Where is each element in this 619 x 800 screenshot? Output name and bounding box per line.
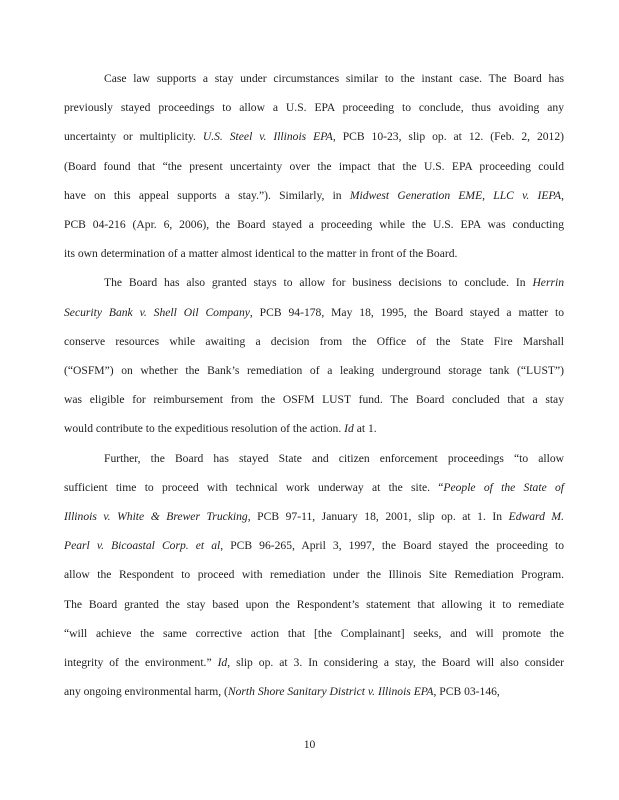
text-run: , PCB 96-265, April 3, 1997, the Board stayed the proceeding to [220,539,564,553]
text-line [64,473,564,502]
text-line [64,122,564,151]
text-line [64,648,564,677]
text-run: uncertainty or multiplicity. [64,130,203,144]
body-text [64,64,564,706]
text-run: , [561,188,564,202]
text-line [64,327,564,356]
text-run: , slip op. at 3. In considering a stay, the Board will also consider [227,656,564,670]
text-run: , PCB 10-23, slip op. at 12. (Feb. 2, 2012) [332,130,565,144]
text-run: was eligible for reimbursement from the OSFM LUST fund. The Board concluded that a stay [64,393,564,407]
case-citation: U.S. Steel v. Illinois EPA [202,130,333,144]
text-run: The Board granted the stay based upon the Respondent’s statement that allowing it to remediate [64,597,564,611]
text-run: , PCB 97-11, January 18, 2001, slip op. at 1. In [247,510,509,524]
text-run: The Board has also granted stays to allow for business decisions to conclude. In [104,276,533,290]
text-run: allow the Respondent to proceed with remediation under the Illinois Site Remediation Program. [64,568,564,582]
text-line [64,152,564,181]
text-line [64,385,564,414]
text-run: Further, the Board has stayed State and citizen enforcement proceedings “to allow [104,451,564,465]
case-citation: North Shore Sanitary District v. Illinois EPA [227,685,434,699]
text-run: integrity of the environment.” [64,656,218,670]
text-line [64,298,564,327]
text-run: , PCB 03-146, [433,685,500,699]
text-run: its own determination of a matter almost identical to the matter in front of the Board. [64,247,458,261]
text-run: previously stayed proceedings to allow a U.S. EPA proceeding to conclude, thus avoiding any [64,101,564,115]
case-citation: Herrin [532,276,564,290]
case-citation: Edward M. [508,510,564,524]
text-run: , PCB 94-178, May 18, 1995, the Board stayed a matter to [249,305,564,319]
text-run: “will achieve the same corrective action that [the Complainant] seeks, and will promote the [64,626,564,640]
text-line [64,414,564,443]
text-line [64,677,564,706]
text-line [64,531,564,560]
text-line [64,93,564,122]
paragraph-3 [64,444,564,707]
paragraph-1 [64,64,564,268]
case-citation: People of the State of [443,480,564,494]
text-line [64,181,564,210]
text-line [64,239,564,268]
text-line [64,444,564,473]
text-run: conserve resources while awaiting a decision from the Office of the State Fire Marshall [64,334,564,348]
text-line [64,268,564,297]
case-citation: Illinois v. White & Brewer Trucking [64,510,248,524]
text-line [64,356,564,385]
paragraph-2 [64,268,564,443]
text-line [64,560,564,589]
text-line [64,619,564,648]
text-run: would contribute to the expeditious resolution of the action. [64,422,345,436]
case-citation: Id [217,656,228,670]
text-run: have on this appeal supports a stay.”). Similarly, in [64,188,350,202]
text-run: (Board found that “the present uncertainty over the impact that the U.S. EPA proceeding could [64,159,564,173]
text-line [64,210,564,239]
case-citation: Id [344,422,354,436]
page-number: 10 [303,738,316,751]
text-run: PCB 04-216 (Apr. 6, 2006), the Board stayed a proceeding while the U.S. EPA was conducting [64,218,564,232]
case-citation: Security Bank v. Shell Oil Company [64,305,250,319]
text-line [64,64,564,93]
text-run: any ongoing environmental harm, ( [64,685,228,699]
text-run: Case law supports a stay under circumstances similar to the instant case. The Board has [104,72,564,85]
text-run: at 1. [353,422,377,436]
text-run: sufficient time to proceed with technical work underway at the site. “ [64,480,444,494]
text-line [64,502,564,531]
case-citation: Pearl v. Bicoastal Corp. et al [64,539,221,553]
case-citation: Midwest Generation EME, LLC v. IEPA [349,188,562,202]
text-run: (“OSFM”) on whether the Bank’s remediation of a leaking underground storage tank (“LUST”) [64,364,564,378]
text-line [64,590,564,619]
